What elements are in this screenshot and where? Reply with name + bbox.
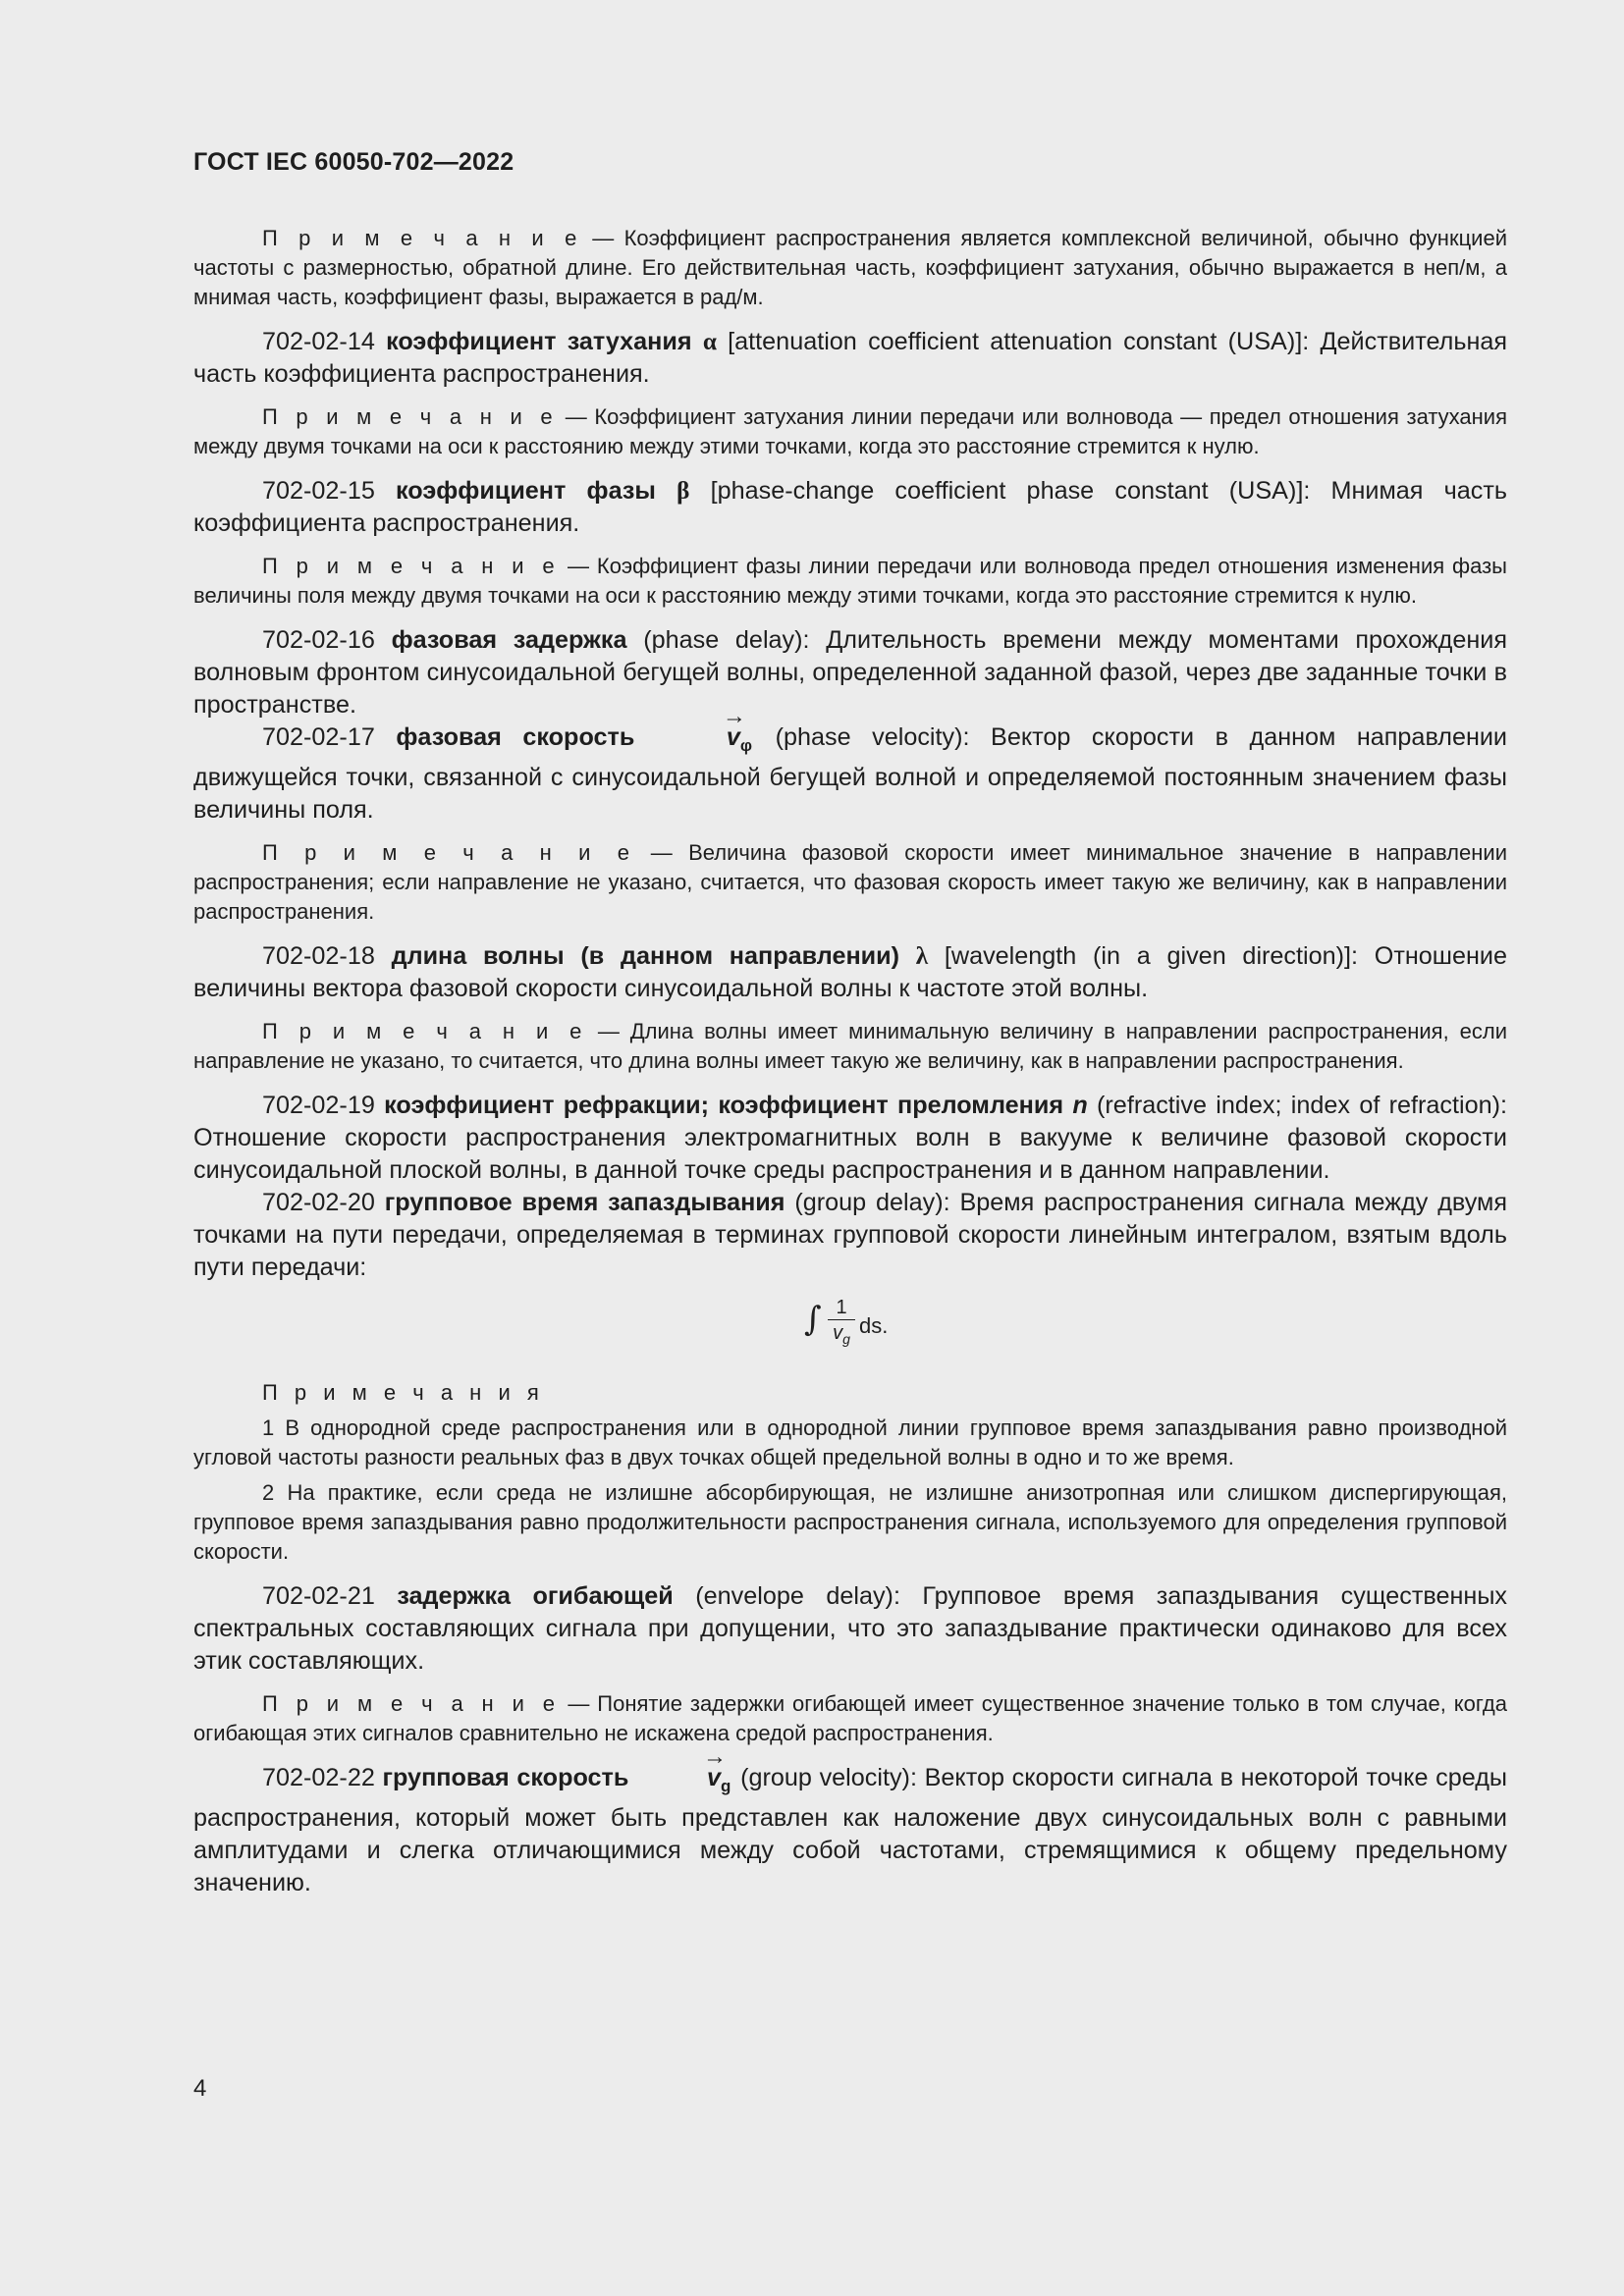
- term-name: коэффициент рефракции; коэффициент преломления: [384, 1092, 1064, 1120]
- note-label: П р и м е ч а н и е: [262, 840, 635, 866]
- vector-symbol: [636, 1743, 732, 1802]
- term-definition: [wavelength (in a given direction)]: Отношение величины вектора фазовой скорости синусоидальной волны к частоте этой волны.: [193, 942, 1507, 1003]
- term-number: 702-02-19: [262, 1092, 375, 1120]
- term-number: 702-02-22: [262, 1764, 375, 1792]
- notes-heading: П р и м е ч а н и я: [262, 1380, 545, 1406]
- note-label: П р и м е ч а н и е: [262, 1019, 587, 1044]
- vector-arrow-icon: →: [722, 703, 746, 729]
- note-label: П р и м е ч а н и е: [262, 554, 561, 578]
- term-name: групповая скорость: [382, 1764, 629, 1792]
- term-definition: [attenuation coefficient attenuation constant (USA)]: Действительная часть коэффициента распространения.: [193, 328, 1507, 388]
- page-number: 4: [193, 2075, 207, 2102]
- note-text: — Величина фазовой скорости имеет минимальное значение в направлении распространения; если направление не указано, считается, что фазовая скорость имеет такую же величину, как в направлении распространения.: [193, 840, 1507, 925]
- term-number: 702-02-20: [262, 1189, 375, 1217]
- symbol-base: v: [726, 723, 740, 751]
- term-symbol: β: [677, 478, 690, 505]
- note-702-02-20-1: 1 В однородной среде распространения или в однородной линии групповое время запаздывания равно производной угловой частоты разности реальных фаз в двух точках общей предельной волны в одно и то же время.: [193, 1415, 1507, 1470]
- term-symbol: n: [1072, 1092, 1088, 1120]
- document-header: ГОСТ IEC 60050-702—2022: [193, 148, 514, 176]
- symbol-base: v: [707, 1764, 722, 1792]
- term-symbol: λ: [915, 943, 929, 971]
- term-702-02-14: [193, 326, 1507, 391]
- term-definition: [phase-change coefficient phase constant (USA)]: Мнимая часть коэффициента распространения.: [193, 477, 1508, 537]
- note-text: — Коэффициент затухания линии передачи или волновода — предел отношения затухания между двумя точками на оси к расстоянию между этими точками, когда это расстояние стремится к нулю.: [193, 404, 1507, 458]
- note-label: П р и м е ч а н и е: [262, 226, 582, 250]
- fraction: [828, 1296, 855, 1352]
- term-name: фазовая скорость: [396, 723, 635, 751]
- note-text: — Коэффициент фазы линии передачи или волновода предел отношения изменения фазы величины поля между двумя точками на оси к расстоянию между этими точками, когда это расстояние стремится к нулю.: [193, 554, 1507, 608]
- term-702-02-15: [193, 475, 1507, 540]
- note-702-02-20-2: 2 На практике, если среда не излишне абсорбирующая, не излишне анизотропная или слишком диспергирующая, групповое время запаздывания равно продолжительности распространения сигнала, используемого для определения групповой скорости.: [193, 1480, 1507, 1565]
- fraction-denominator: $v_g$: [833, 1322, 850, 1348]
- term-definition: (phase velocity): Вектор скорости в данном направлении движущейся точки, связанной с синусоидальной бегущей волной и определяемой постоянным значением фазы величины поля.: [193, 723, 1507, 825]
- term-number: 702-02-16: [262, 626, 375, 654]
- note-702-02-15: [193, 552, 1507, 611]
- note-label: П р и м е ч а н и е: [262, 1691, 561, 1717]
- integral-sign: ∫: [804, 1300, 822, 1340]
- term-name: коэффициент фазы: [396, 477, 656, 505]
- term-number: 702-02-21: [262, 1582, 375, 1611]
- term-702-02-17: [193, 703, 1507, 827]
- note-text: — Длина волны имеет минимальную величину в направлении распространения, если направление не указано, то считается, что длина волны имеет такую же величину, как в направлении распространения.: [193, 1019, 1507, 1074]
- formula-differential: ds.: [859, 1313, 889, 1339]
- term-definition: (group velocity): Вектор скорости сигнала в некоторой точке среды распространения, который может быть представлен как наложение двух синусоидальных волн с равными амплитудами и слегка отличающимися между собой частотами, стремящимися к общему предельному значению.: [193, 1764, 1507, 1897]
- symbol-subscript: φ: [739, 736, 753, 756]
- term-702-02-16: [193, 624, 1507, 721]
- term-symbol: α: [702, 329, 717, 355]
- term-number: 702-02-15: [262, 477, 375, 505]
- term-name: задержка огибающей: [397, 1582, 674, 1611]
- term-name: коэффициент затухания: [386, 328, 692, 355]
- fraction-numerator: 1: [828, 1296, 855, 1320]
- vector-arrow-icon: →: [703, 1743, 728, 1771]
- note-702-02-21: [193, 1689, 1507, 1748]
- term-702-02-22: [193, 1743, 1507, 1899]
- term-702-02-20: [193, 1187, 1507, 1284]
- term-definition: (refractive index; index of refraction): Отношение скорости распространения электромагнитных волн в вакууме к величине фазовой скорости синусоидальной плоской волны, в данной точке среды распространения и в данном направлении.: [193, 1092, 1508, 1185]
- vector-symbol: [656, 703, 754, 762]
- term-702-02-21: [193, 1580, 1507, 1678]
- note-label: П р и м е ч а н и е: [262, 404, 559, 429]
- note-text: — Понятие задержки огибающей имеет существенное значение только в том случае, когда огибающая этих сигналов сравнительно не искажена средой распространения.: [193, 1691, 1507, 1746]
- term-definition: (phase delay): Длительность времени между моментами прохождения волновым фронтом синусоидальной бегущей волны, определенной заданной фазой, через две заданные точки в пространстве.: [193, 626, 1507, 719]
- term-number: 702-02-18: [262, 942, 375, 971]
- page-content: [193, 224, 1507, 1911]
- term-number: 702-02-17: [262, 723, 375, 751]
- term-name: длина волны (в данном направлении): [391, 942, 900, 971]
- symbol-subscript: g: [721, 1777, 731, 1796]
- term-definition: (group delay): Время распространения сигнала между двумя точками на пути передачи, определяемая в терминах групповой скорости линейным интегралом, взятым вдоль пути передачи:: [193, 1189, 1508, 1282]
- note-702-02-17: [193, 838, 1507, 927]
- term-702-02-19: [193, 1090, 1507, 1187]
- note-propagation: [193, 224, 1507, 312]
- note-702-02-18: [193, 1017, 1507, 1076]
- term-name: фазовая задержка: [391, 626, 627, 654]
- term-number: 702-02-14: [262, 328, 375, 355]
- term-702-02-18: [193, 940, 1507, 1005]
- note-702-02-14: [193, 402, 1507, 461]
- note-text: — Коэффициент распространения является комплексной величиной, обычно функцией частоты с размерностью, обратной длине. Его действительная часть, коэффициент затухания, обычно выражается в неп/м, а мнимая часть, коэффициент фазы, выражается в рад/м.: [193, 226, 1507, 309]
- term-name: групповое время запаздывания: [384, 1189, 785, 1217]
- term-definition: (envelope delay): Групповое время запаздывания существенных спектральных составляющих сигнала при допущении, что это запаздывание практически одинаково для всех этик составляющих.: [193, 1582, 1508, 1676]
- group-delay-formula: [193, 1294, 1507, 1362]
